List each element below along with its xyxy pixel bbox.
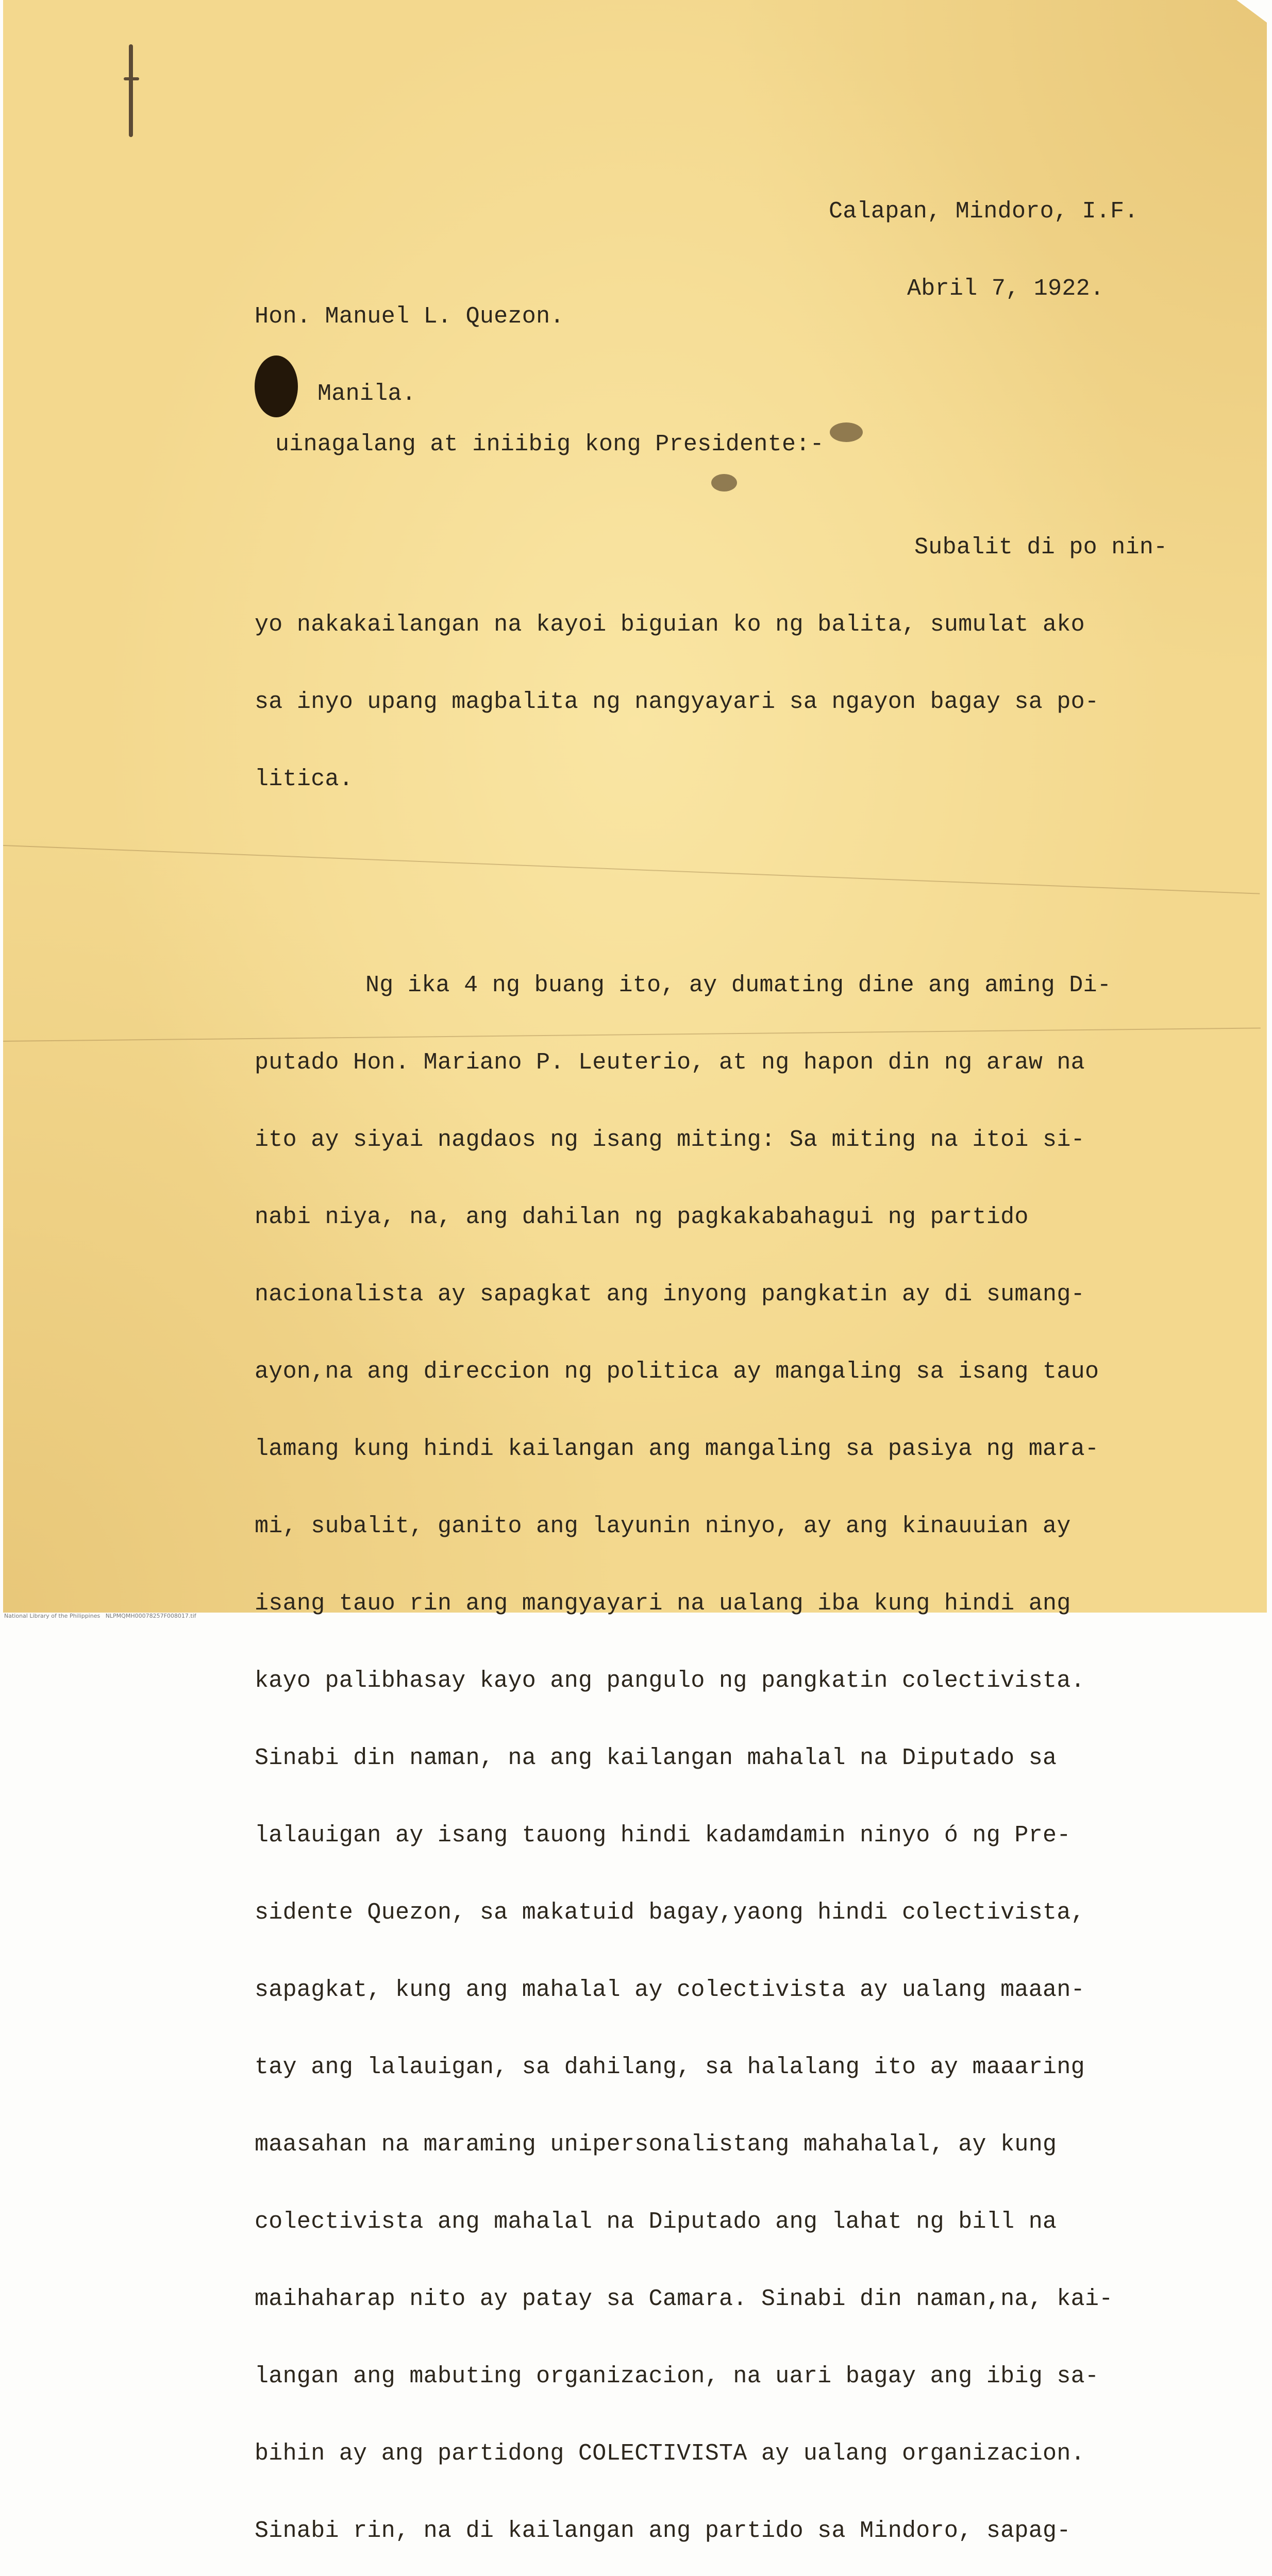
- body-line: litica.: [255, 766, 354, 792]
- addressee-name: Hon. Manuel L. Quezon.: [255, 303, 564, 330]
- letter-heading-place-date: [829, 147, 1139, 328]
- body-line: Ng ika 4 ng buang ito, ay dumating dine ang aming Di-: [365, 972, 1112, 998]
- addressee-city: Manila.: [317, 381, 416, 407]
- body-line: maihaharap nito ay patay sa Camara. Sinabi din naman,na, kai-: [255, 2286, 1113, 2312]
- body-line: tay ang lalauigan, sa dahilang, sa halalang ito ay maaaring: [255, 2054, 1085, 2080]
- salutation: uinagalang at iniibig kong Presidente:-: [275, 431, 824, 457]
- body-line: sapagkat, kung ang mahalal ay colectivista ay ualang maaan-: [255, 1977, 1085, 2003]
- paper-tear-mark: [129, 44, 133, 137]
- body-line: nacionalista ay sapagkat ang inyong pangkatin ay di sumang-: [255, 1281, 1085, 1308]
- body-line: langan ang mabuting organizacion, na uari bagay ang ibig sa-: [255, 2363, 1099, 2389]
- body-line: yo nakakailangan na kayoi biguian ko ng balita, sumulat ako: [255, 612, 1085, 638]
- body-line: Subalit di po nin-: [914, 534, 1168, 561]
- body-line: nabi niya, na, ang dahilan ng pagkakabahagui ng partido: [255, 1204, 1029, 1230]
- body-line: bihin ay ang partidong COLECTIVISTA ay ualang organizacion.: [255, 2441, 1085, 2467]
- body-line: Sinabi din naman, na ang kailangan mahalal na Diputado sa: [255, 1745, 1057, 1771]
- body-line: lamang kung hindi kailangan ang mangaling sa pasiya ng mara-: [255, 1436, 1099, 1462]
- body-line: isang tauo rin ang mangyayari na ualang iba kung hindi ang: [255, 1590, 1071, 1617]
- body-line: sidente Quezon, sa makatuid bagay,yaong hindi colectivista,: [255, 1900, 1085, 1926]
- body-line: mi, subalit, ganito ang layunin ninyo, ay ang kinauuian ay: [255, 1513, 1071, 1539]
- letter-date: Abril 7, 1922.: [907, 276, 1104, 302]
- body-line: lalauigan ay isang tauong hindi kadamdamin ninyo ó ng Pre-: [255, 1822, 1071, 1849]
- body-line: kayo palibhasay kayo ang pangulo ng pangkatin colectivista.: [255, 1668, 1085, 1694]
- body-line: putado Hon. Mariano P. Leuterio, at ng hapon din ng araw na: [255, 1049, 1085, 1076]
- body-line: sa inyo upang magbalita ng nangyayari sa ngayon bagay sa po-: [255, 689, 1099, 715]
- letter-place: Calapan, Mindoro, I.F.: [829, 198, 1139, 225]
- body-line: Sinabi rin, na di kailangan ang partido sa Mindoro, sapag-: [255, 2518, 1071, 2544]
- paper-tear-mark: [124, 77, 139, 80]
- paragraph-gap: [255, 870, 1244, 895]
- body-line: ayon,na ang direccion ng politica ay mangaling sa isang tauo: [255, 1359, 1099, 1385]
- body-line: ito ay siyai nagdaos ng isang miting: Sa miting na itoi si-: [255, 1127, 1085, 1153]
- archive-stamp: National Library of the Philippines NLPMQMH00078257F008017.tif: [4, 1613, 196, 1619]
- body-line: colectivista ang mahalal na Diputado ang lahat ng bill na: [255, 2209, 1057, 2235]
- body-line: maasahan na maraming unipersonalistang mahahalal, ay kung: [255, 2131, 1057, 2158]
- letter-body: [255, 380, 1244, 2576]
